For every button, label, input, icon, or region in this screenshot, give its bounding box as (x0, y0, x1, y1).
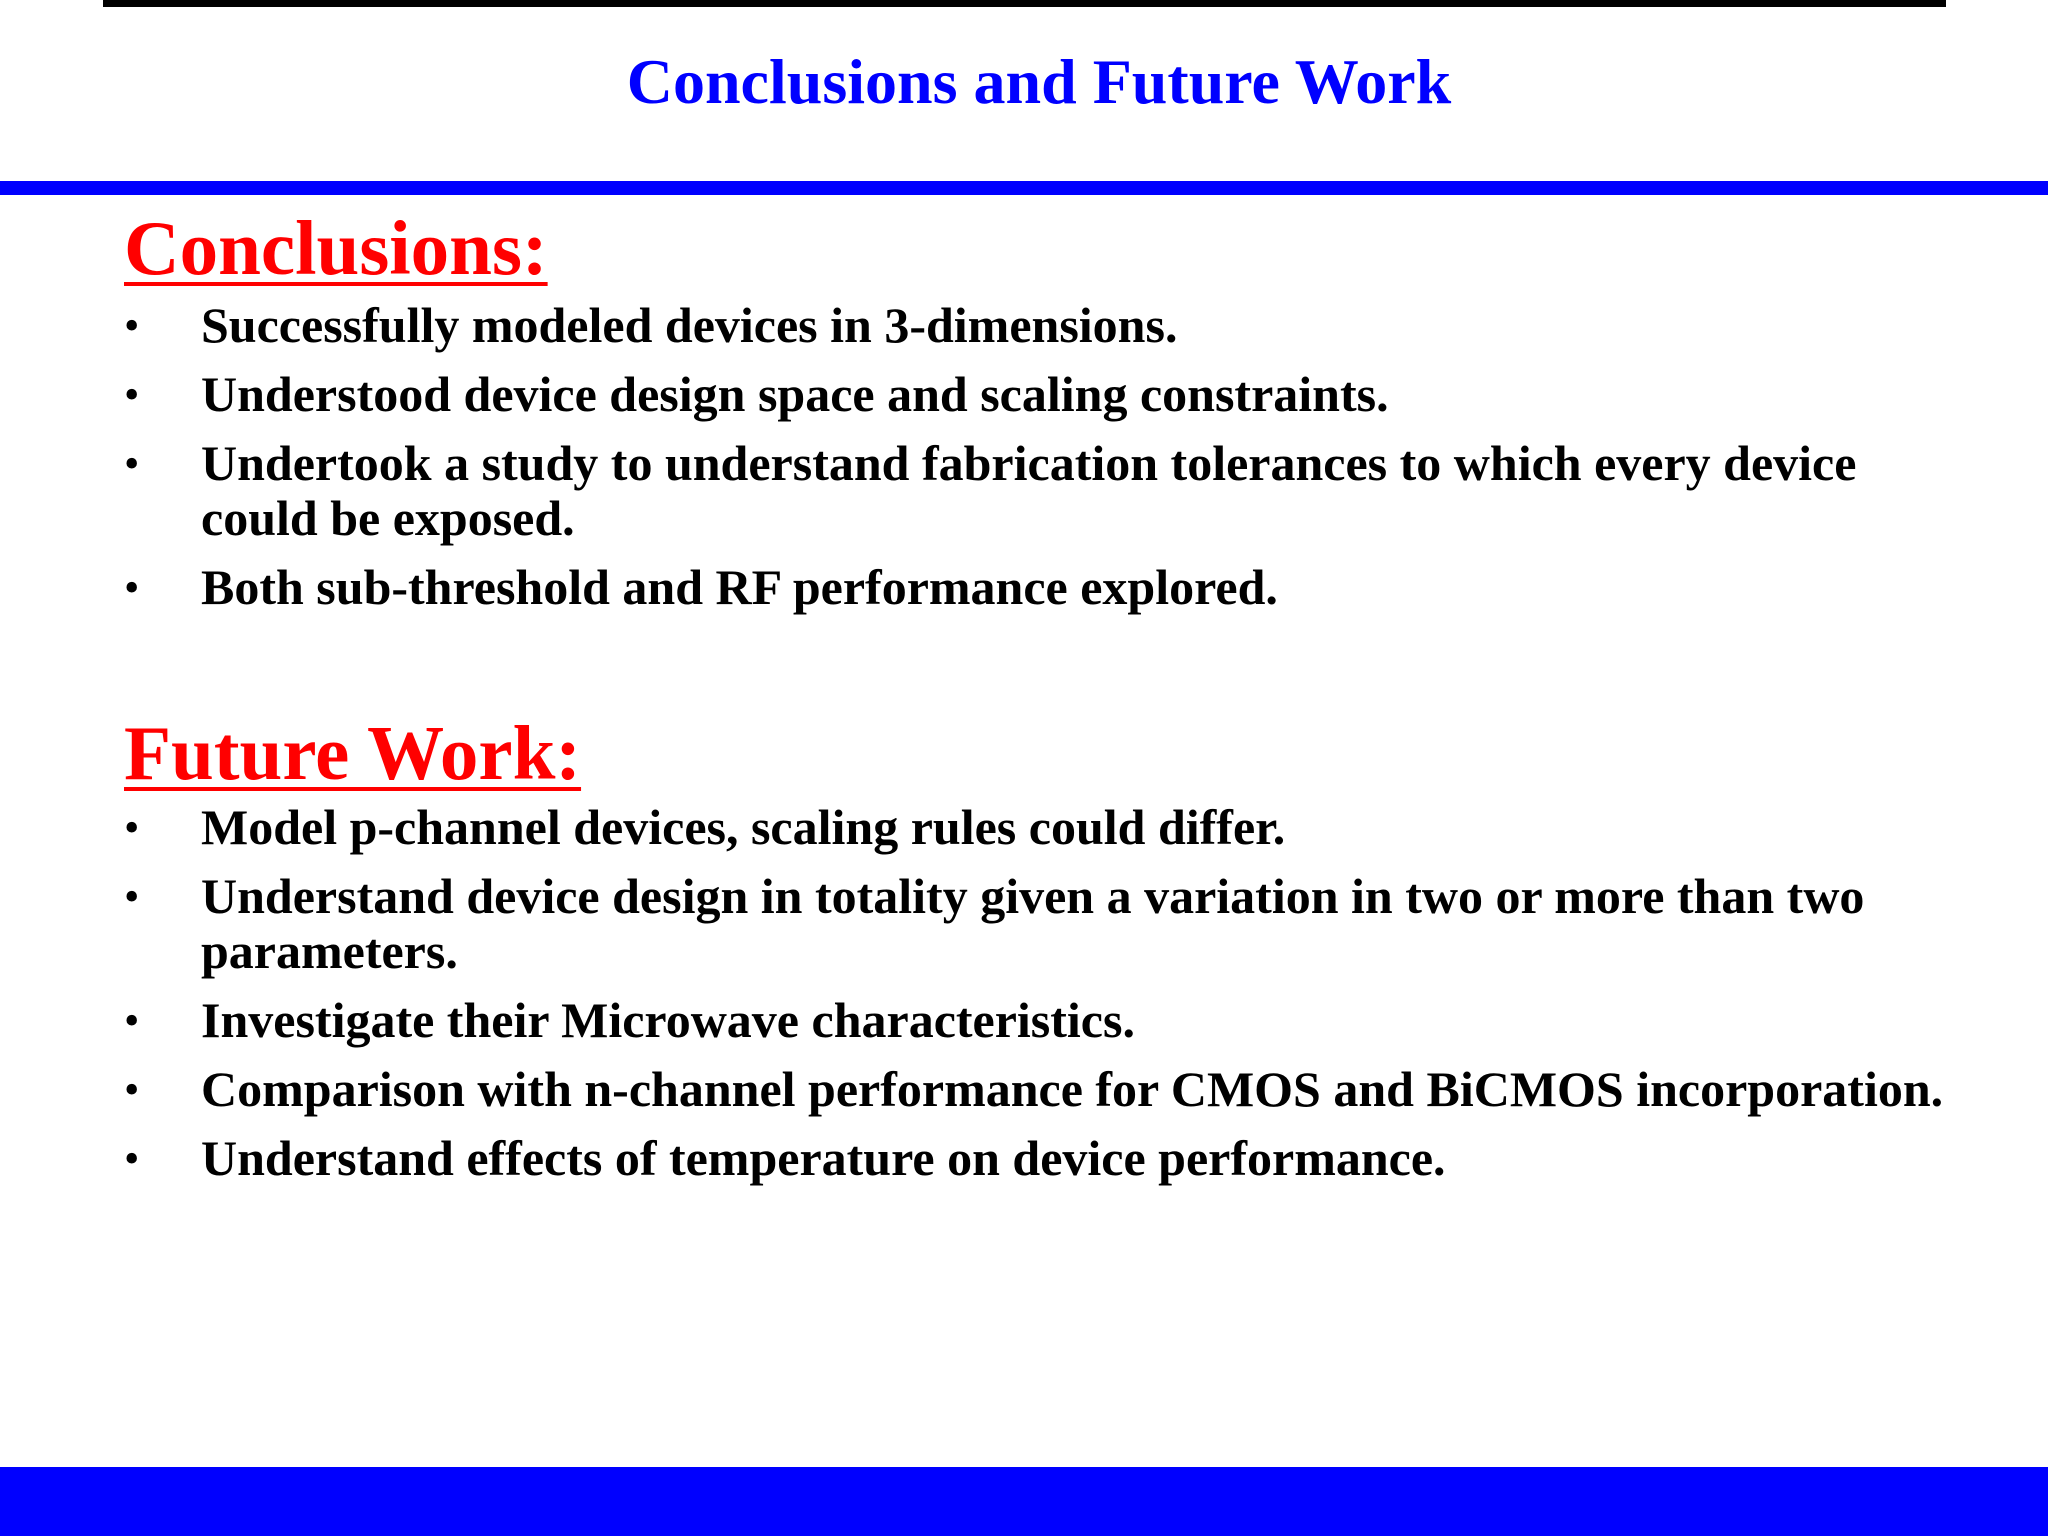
conclusions-item-text: Undertook a study to understand fabrication tolerances to which every device could be exposed. (201, 435, 1857, 546)
bullet-icon: • (124, 1065, 140, 1114)
bottom-bar (0, 1467, 2048, 1536)
future-work-item (124, 993, 1944, 1048)
future-work-item-text: Investigate their Microwave characteristics. (201, 992, 1135, 1048)
future-work-heading: Future Work: (124, 710, 582, 796)
bullet-icon: • (124, 996, 140, 1045)
conclusions-item (124, 560, 1944, 615)
conclusions-item-text: Understood device design space and scaling constraints. (201, 366, 1389, 422)
title-divider-bar (0, 181, 2048, 195)
bullet-icon: • (124, 563, 140, 612)
bullet-icon: • (124, 803, 140, 852)
conclusions-list (124, 298, 1944, 629)
future-work-list (124, 800, 1944, 1200)
conclusions-heading: Conclusions: (124, 205, 548, 291)
future-work-item (124, 869, 1944, 979)
conclusions-item (124, 436, 1944, 546)
future-work-item-text: Model p-channel devices, scaling rules could differ. (201, 799, 1286, 855)
future-work-item (124, 1131, 1944, 1186)
bullet-icon: • (124, 872, 140, 921)
bullet-icon: • (124, 301, 140, 350)
conclusions-item-text: Successfully modeled devices in 3-dimensions. (201, 297, 1178, 353)
future-work-item-text: Understand effects of temperature on device performance. (201, 1130, 1446, 1186)
conclusions-item-text: Both sub-threshold and RF performance explored. (201, 559, 1278, 615)
future-work-item-text: Comparison with n-channel performance for CMOS and BiCMOS incorporation. (201, 1061, 1944, 1117)
top-rule (103, 0, 1946, 7)
bullet-icon: • (124, 370, 140, 419)
bullet-icon: • (124, 439, 140, 488)
conclusions-item (124, 367, 1944, 422)
future-work-item (124, 1062, 1944, 1117)
future-work-item-text: Understand device design in totality given a variation in two or more than two parameters. (201, 868, 1865, 979)
future-work-item (124, 800, 1944, 855)
slide-title: Conclusions and Future Work (626, 46, 1452, 117)
bullet-icon: • (124, 1134, 140, 1183)
conclusions-item (124, 298, 1944, 353)
